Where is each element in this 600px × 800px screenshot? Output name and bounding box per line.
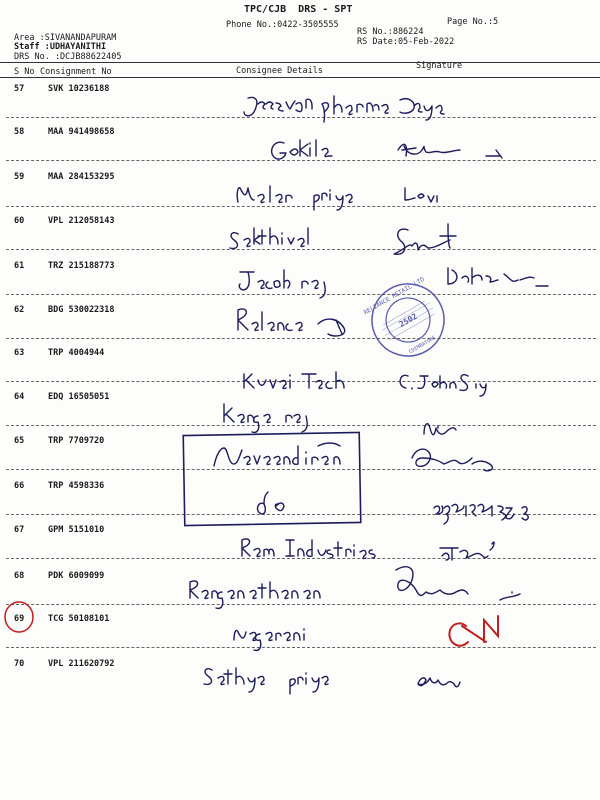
column-header-consignee: Consignee Details (236, 66, 323, 76)
row-consignment: MAA 284153295 (48, 172, 115, 182)
stamp-center: 2502 (397, 311, 419, 330)
row-consignment: VPL 211620792 (48, 659, 115, 669)
row-consignment: EDQ 16505051 (48, 392, 110, 402)
handwritten-consignee-64 (224, 404, 456, 435)
header-rule-bottom (0, 77, 600, 78)
table-row (0, 571, 600, 581)
row-divider (6, 160, 596, 161)
handwritten-consignee-58 (272, 140, 502, 159)
row-divider (6, 206, 596, 207)
row-sno: 67 (14, 525, 25, 535)
stamp-text-bottom: COIMBATORE (407, 334, 438, 356)
row-sno: 59 (14, 172, 25, 182)
row-divider (6, 117, 596, 118)
rs-number: RS No.:886224 (357, 27, 424, 37)
page-number: Page No.:5 (447, 17, 499, 27)
row-divider (6, 647, 596, 648)
row-divider (6, 425, 596, 426)
row-sno: 69 (14, 614, 25, 624)
phone-number: Phone No.:0422-3505555 (226, 20, 339, 30)
table-row (0, 436, 600, 446)
row-sno: 63 (14, 348, 25, 358)
row-sno: 70 (14, 659, 25, 669)
row-consignment: GPM 5151010 (48, 525, 105, 535)
row-consignment: PDK 6009099 (48, 571, 105, 581)
header-rule-top (0, 62, 600, 63)
row-consignment: TRP 7709720 (48, 436, 105, 446)
row-consignment: SVK 10236188 (48, 84, 110, 94)
row-sno: 65 (14, 436, 25, 446)
row-consignment: TRZ 215188773 (48, 261, 115, 271)
row-sno: 61 (14, 261, 25, 271)
column-header-signature: Signature (416, 61, 463, 71)
handwritten-box (183, 432, 361, 525)
handwritten-consignee-66 (258, 492, 529, 524)
table-row (0, 172, 600, 182)
stamp-text-top: RELIANCE RETAIL LTD (362, 275, 426, 317)
row-divider (6, 338, 596, 339)
row-divider (6, 249, 596, 250)
document-title: TPC/CJB DRS - SPT (244, 4, 353, 15)
row-consignment: BDG 530022318 (48, 305, 115, 315)
table-row (0, 525, 600, 535)
row-consignment: TCG 50108101 (48, 614, 110, 624)
staff-field: Staff :UDHAYANITHI (14, 42, 107, 52)
table-row (0, 127, 600, 137)
table-row (0, 305, 600, 315)
row-divider (6, 558, 596, 559)
rs-date: RS Date:05-Feb-2022 (357, 37, 455, 47)
row-sno: 60 (14, 216, 25, 226)
area-field: Area :SIVANANDAPURAM (14, 33, 117, 43)
row-sno: 66 (14, 481, 25, 491)
row-consignment: TRP 4598336 (48, 481, 105, 491)
handwritten-consignee-57 (244, 96, 444, 122)
row-sno: 58 (14, 127, 25, 137)
column-header-sno: S No (14, 67, 35, 77)
row-divider (6, 604, 596, 605)
handwritten-consignee-67 (242, 539, 494, 560)
table-row (0, 84, 600, 94)
row-divider (6, 381, 596, 382)
handwritten-consignee-65 (214, 443, 492, 471)
row-divider (6, 294, 596, 295)
handwritten-consignee-70 (204, 668, 460, 694)
row-consignment: MAA 941498658 (48, 127, 115, 137)
table-row (0, 481, 600, 491)
table-row (0, 659, 600, 669)
row-consignment: TRP 4004944 (48, 348, 105, 358)
table-row (0, 348, 600, 358)
row-sno: 68 (14, 571, 25, 581)
row-divider (6, 514, 596, 515)
column-header-consignment: Consignment No (40, 67, 112, 77)
table-row (0, 216, 600, 226)
table-row (0, 261, 600, 271)
table-row (0, 614, 600, 624)
row-sno: 64 (14, 392, 25, 402)
drs-number: DRS No. :DCJB88622405 (14, 52, 122, 62)
row-consignment: VPL 212058143 (48, 216, 115, 226)
row-divider (6, 469, 596, 470)
row-sno: 57 (14, 84, 25, 94)
row-sno: 62 (14, 305, 25, 315)
table-row (0, 392, 600, 402)
